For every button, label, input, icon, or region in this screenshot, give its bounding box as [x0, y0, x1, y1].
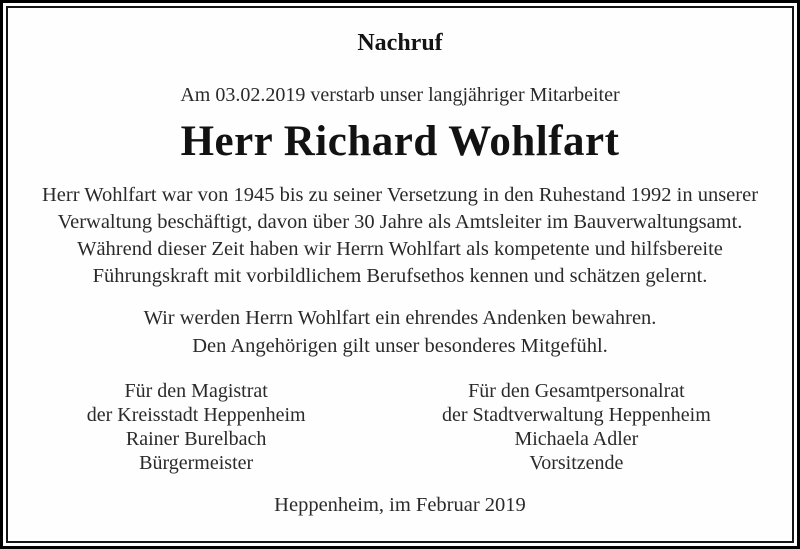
body-line: Führungskraft mit vorbildlichem Berufsethos kennen und schätzen gelernt. — [92, 265, 708, 287]
signature-org-line: Für den Magistrat — [124, 380, 268, 402]
signature-magistrat — [8, 379, 384, 475]
notice-title: Nachruf — [357, 30, 443, 56]
signature-org-line: der Stadtverwaltung Heppenheim — [441, 404, 711, 426]
signature-personalrat — [384, 379, 768, 475]
memorial-line: Wir werden Herrn Wohlfart ein ehrendes Andenken bewahren. — [143, 307, 657, 329]
signature-org-line: der Kreisstadt Heppenheim — [86, 404, 306, 426]
signature-person: Rainer Burelbach — [125, 428, 267, 450]
obituary-notice — [6, 6, 794, 543]
deceased-name: Herr Richard Wohlfart — [180, 118, 620, 165]
memorial-block — [8, 304, 792, 360]
signature-row — [8, 379, 792, 475]
signature-org-line: Für den Gesamtpersonalrat — [468, 380, 685, 402]
signature-role: Vorsitzende — [529, 452, 624, 474]
body-line: Während dieser Zeit haben wir Herrn Wohlfart als kompetente und hilfsbereite — [77, 238, 723, 260]
signature-role: Bürgermeister — [139, 452, 254, 474]
notice-intro: Am 03.02.2019 verstarb unser langjähriger Mitarbeiter — [180, 84, 620, 106]
body-line: Herr Wohlfart war von 1945 bis zu seiner Versetzung in den Ruhestand 1992 in unserer — [41, 184, 759, 206]
notice-body — [8, 182, 792, 290]
memorial-line: Den Angehörigen gilt unser besonderes Mitgefühl. — [192, 335, 608, 357]
signature-person: Michaela Adler — [514, 428, 639, 450]
dateline: Heppenheim, im Februar 2019 — [274, 494, 526, 516]
body-line: Verwaltung beschäftigt, davon über 30 Jahre als Amtsleiter im Bauverwaltungsamt. — [57, 211, 743, 233]
